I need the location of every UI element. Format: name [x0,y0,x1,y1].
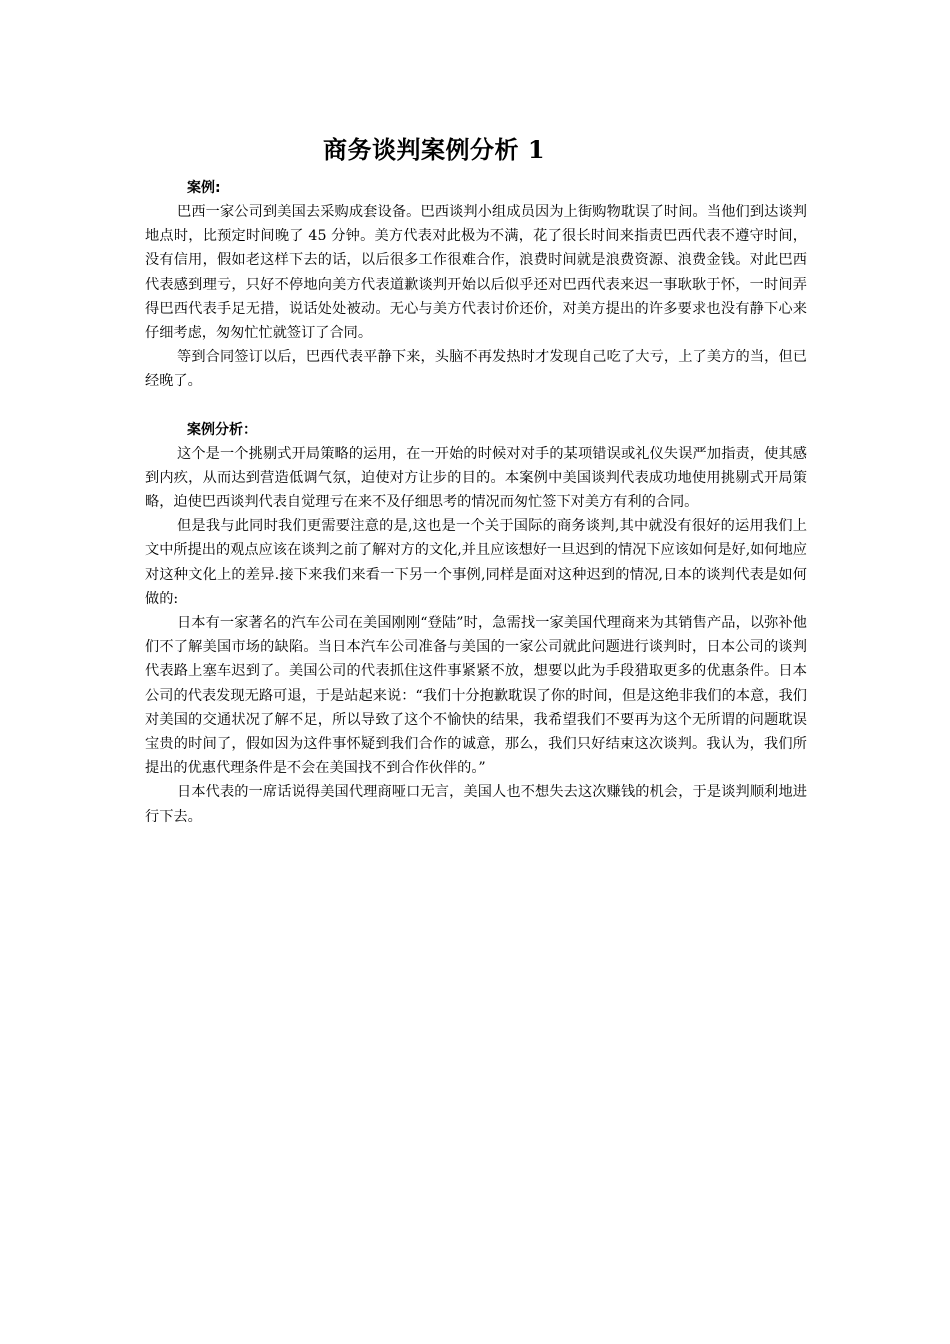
analysis-paragraph-4: 日本代表的一席话说得美国代理商哑口无言，美国人也不想失去这次赚钱的机会，于是谈判顺利地进行下去。 [145,784,807,825]
case-paragraph-1: 巴西一家公司到美国去采购成套设备。巴西谈判小组成员因为上街购物耽误了时间。当他们到达谈判地点时，比预定时间晚了 45 分钟。美方代表对此极为不满，花了很长时间来指责巴西代表不遵守时间，没有信用，假如老这样下去的话，以后很多工作很难合作，浪费时间就是浪费资源、浪费金钱。对此巴西代表感到理亏，只好不停地向美方代表道歉谈判开始以后似乎还对巴西代表来迟一事耿耿于怀，一时间弄得巴西代表手足无措，说话处处被动。无心与美方代表讨价还价，对美方提出的许多要求也没有静下心来仔细考虑，匆匆忙忙就签订了合同。 [145,204,807,342]
analysis-paragraph-1: 这个是一个挑剔式开局策略的运用，在一开始的时候对对手的某项错误或礼仪失误严加指责，使其感到内疚，从而达到营造低调气氛，迫使对方让步的目的。本案例中美国谈判代表成功地使用挑剔式开局策略，迫使巴西谈判代表自觉理亏在来不及仔细思考的情况而匆忙签下对美方有利的合同。 [145,445,807,511]
document-title: 商务谈判案例分析 1 [323,135,546,164]
section-spacer [145,394,807,418]
analysis-paragraph-2: 但是我与此同时我们更需要注意的是,这也是一个关于国际的商务谈判,其中就没有很好的运用我们上文中所提出的观点应该在谈判之前了解对方的文化,并且应该想好一旦迟到的情况下应该如何是好,如何地应对这种文化上的差异.接下来我们来看一下另一个事例,同样是面对这种迟到的情况,日本的谈判代表是如何做的: [145,518,807,607]
analysis-heading: 案例分析： [187,421,257,438]
analysis-paragraph-3: 日本有一家著名的汽车公司在美国刚刚“登陆”时，急需找一家美国代理商来为其销售产品，以弥补他们不了解美国市场的缺陷。当日本汽车公司准备与美国的一家公司就此问题进行谈判时，日本公司的谈判代表路上塞车迟到了。美国公司的代表抓住这件事紧紧不放，想要以此为手段猎取更多的优惠条件。日本公司的代表发现无路可退，于是站起来说：“我们十分抱歉耽误了你的时间，但是这绝非我们的本意，我们对美国的交通状况了解不足，所以导致了这个不愉快的结果，我希望我们不要再为这个无所谓的问题耽误宝贵的时间了，假如因为这件事怀疑到我们合作的诚意，那么，我们只好结束这次谈判。我认为，我们所提出的优惠代理条件是不会在美国找不到合作伙伴的。” [145,615,807,777]
document-body [145,130,807,829]
case-heading: 案例: [187,180,221,196]
case-paragraph-2: 等到合同签订以后，巴西代表平静下来，头脑不再发热时才发现自己吃了大亏，上了美方的当，但已经晚了。 [145,349,807,390]
